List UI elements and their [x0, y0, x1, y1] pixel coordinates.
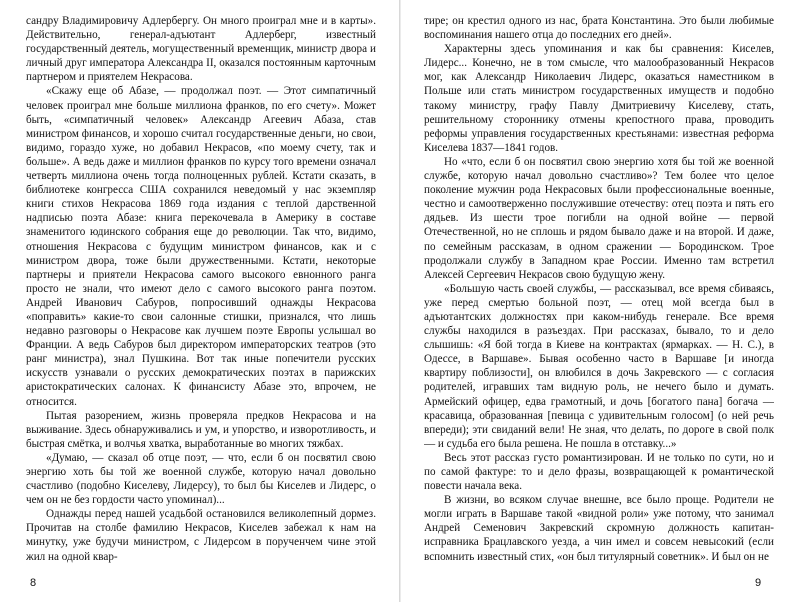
paragraph: «Скажу еще об Абазе, — продолжал поэт. — Этот симпатичный человек проиграл мне больше миллиона франков, по его счету». Может быть, «симпатичный человек» Александр Агеевич Абаза, став министром финансов, и хорошо считал государственные деньги, но свои, видимо, гораздо хуже, но добавил Некрасов, «по моему счету, так и больше». А ведь даже и миллион франков по курсу того времени означал четверть миллиона очень тогда полноценных рублей. Кстати сказать, в библиотеке конгресса США сохранился неведомый у нас экземпляр книги стихов Некрасова 1869 года издания с теплой дарственной надписью поэта Абазе: книга перекочевала в Америку в составе знаменитого юдинского собрания еще до революции. Так что, видимо, отношения Некрасова с будущим министром финансов, как и с министром двора, тоже были дружественными. Кстати, некоторые партнеры и приятели Некрасова самого высокого евнонного ранга просто не знали, что имеют дело с самого высокого ранга поэтом. Андрей Иванович Сабуров, попросивший однажды Некрасова «поправить» какие-то свои салонные стишки, признался, что лишь недавно разговоры о Некрасове как лучшем поэте Европы услышал во Франции. А ведь Сабуров был директором императорских театров (это ранг министра), знал Пушкина. Вот так иные попечители русских искусств узнавали о русских демократических поэтах в парижских аристократических салонах. К финансисту Абазе это, впрочем, не относится.: [26, 85, 376, 408]
paragraph: Пытая разорением, жизнь проверяла предков Некрасова и на выживание. Здесь обнаруживались и ум, и упорство, и изворотливость, и быстрая смётка, и волчья хватка, выработанные во многих тяжбах.: [26, 409, 376, 450]
right-page: [424, 14, 774, 580]
page-number-left: 8: [30, 577, 37, 589]
book-gutter: [399, 0, 401, 602]
paragraph: В жизни, во всяком случае внешне, все было проще. Родители не могли играть в Варшаве такой «видной роли» уже потому, что занимал Андрей Семенович Закревский скромную должность капитан-исправника Брацлавского уезда, а чин имел и совсем невысокий (если вспомнить известный стих, «он был титулярный советник». И был он не: [424, 494, 774, 563]
paragraph: сандру Владимировичу Адлербергу. Он много проиграл мне и в карты». Действительно, генерал-адъютант Адлерберг, известный государственный деятель, могущественный временщик, министр двора и личный друг императора Александра II, оказался постоянным карточным партнером и приятелем Некрасова.: [26, 15, 376, 84]
page-number-right: 9: [755, 577, 762, 589]
paragraph: Однажды перед нашей усадьбой остановился великолепный дормез. Прочитав на столбе фамилию Некрасов, Киселев забежал к нам на минутку, уже будучи министром, с Лидерсом в порученчем чине этой жил на одной квар-: [26, 508, 376, 563]
paragraph: тире; он крестил одного из нас, брата Константина. Это были любимые воспоминания нашего отца до последних его дней».: [424, 15, 774, 42]
paragraph: Весь этот рассказ густо романтизирован. И не только по сути, но и по самой фактуре: то и дело фразы, возвращающей к романтической повести начала века.: [424, 451, 774, 493]
paragraph: Характерны здесь упоминания и как бы сравнения: Киселев, Лидерс... Конечно, не в том смысле, что малообразованный Некрасов мог, как Александр Николаевич Лидерс, оказаться наместником в Польше или стать министром государственных имуществ и подобно такому министру, графу Павлу Дмитриевичу Киселеву, стать, решительному стороннику отмены крепостного права, проводить реформы управления государственных крестьянами: известная реформа Киселева 1837—1841 годов.: [424, 43, 774, 154]
paragraph: Но «что, если б он посвятил свою энергию хотя бы той же военной службе, которую начал довольно счастливо»? Тем более что целое поколение мужчин рода Некрасовых были профессиональные военные, честно и самоотверженно послужившие отечеству: отец поэта и пять его дядьев. Из шести трое погибли на одной войне — первой Отечественной, но не сплошь и рядом бывало даже и на второй. И даже, по семейным рассказам, в одном сражении — Бородинском. Трое продолжали службу в Западном крае России. Именно там встретил Алексей Сергеевич Некрасов свою будущую жену.: [424, 155, 774, 281]
paragraph: «Большую часть своей службы, — рассказывал, все время сбиваясь, уже перед смертью больной поэт, — отец мой всегда был в адъютантских должностях при каком-нибудь генерале. Все время службы находился в разъездах. При рассказах, бывало, то и дело слышишь: «Я бой тогда в Киеве на контрактах (ярмарках. — Н. С.), в Одессе, в Варшаве». Бывая особенно часто в Варшаве [и иногда квартиру поблизости], он влюбился в дочь Закревского — с согласия родителей, игравших там видную роль, не нечего было и думать. Армейский офицер, едва грамотный, и дочь [богатого пана] богача — красавица, образованная [певица с удивительным голосом] (о ней речь впереди); эти свиданий вели! Не зная, что делать, по дороге в свой полк — и судьба его была решена. Не пошла в отставку...»: [424, 282, 774, 450]
paragraph: «Думаю, — сказал об отце поэт, — что, если б он посвятил свою энергию хоть бы той же военной службе, которую начал довольно счастливо (подобно Киселеву, Лидерсу), то был бы Киселев и Лидерс, о чем он не без гордости часто упоминал)...: [26, 451, 376, 507]
left-page: [26, 14, 376, 580]
